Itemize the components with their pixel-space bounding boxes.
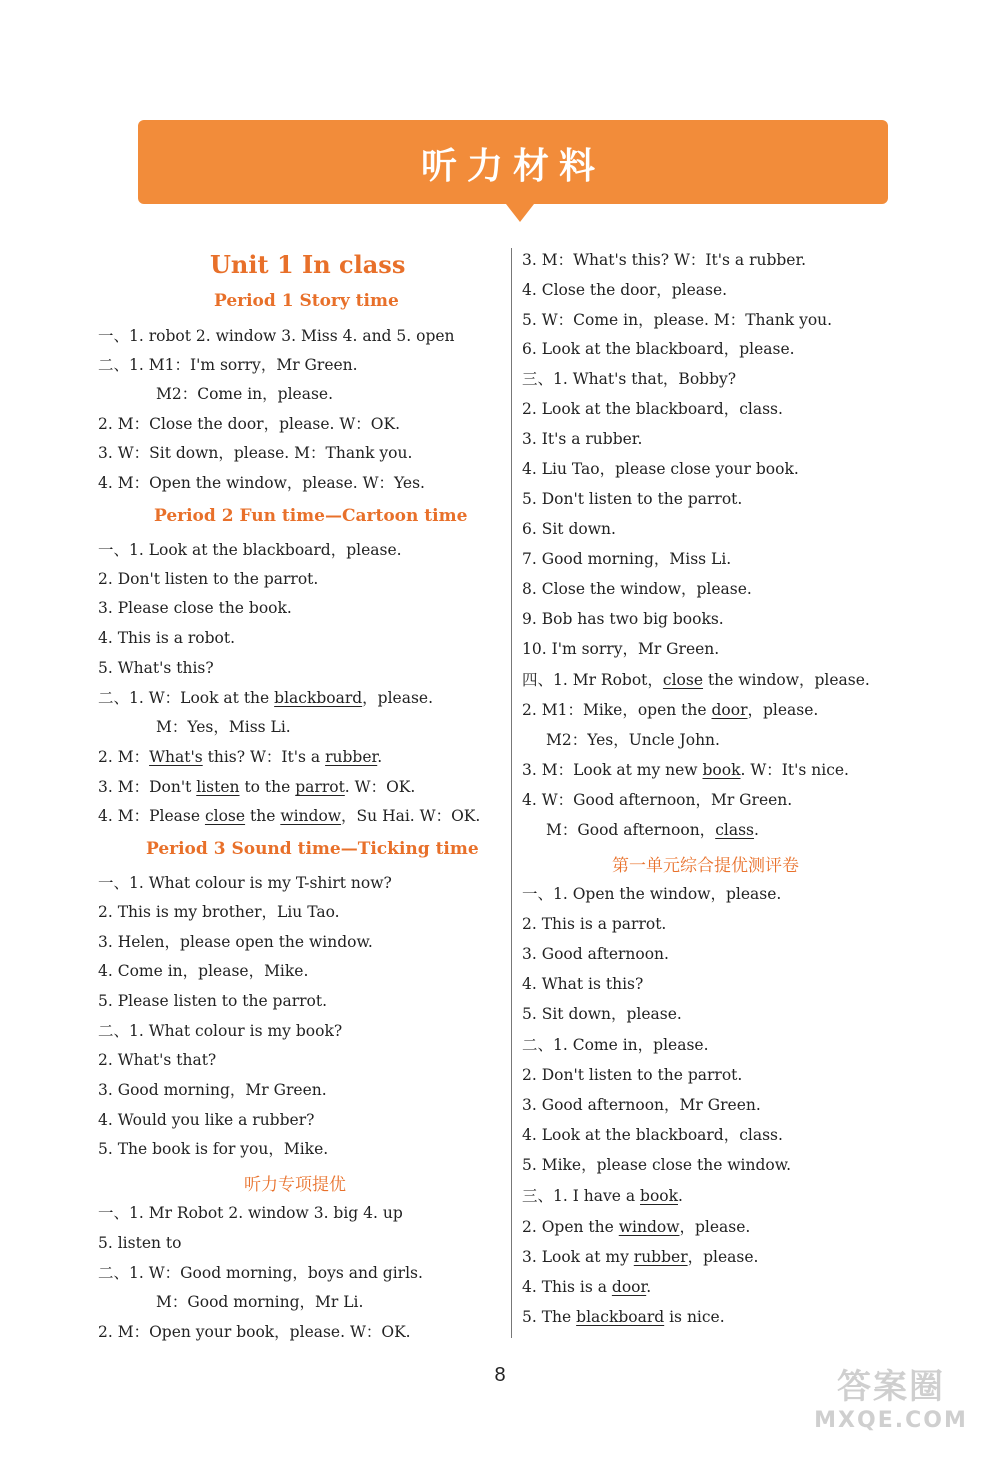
text-line: 3. Please close the book. [98, 599, 292, 617]
text-line: 3. M：Don't listen to the parrot. W：OK. [98, 778, 416, 796]
text-line: 3. Good afternoon. [522, 945, 669, 963]
text-line: 4. This is a door. [522, 1278, 652, 1296]
text-line: 二、1. Come in，please. [522, 1036, 709, 1054]
text-line: 4. Look at the blackboard，class. [522, 1126, 783, 1144]
text-line: 3. W：Sit down，please. M：Thank you. [98, 444, 413, 462]
period3-title: Period 3 Sound time—Ticking time [146, 839, 479, 859]
text-line: M2：Come in，please. [156, 385, 334, 403]
text-line: M2：Yes，Uncle John. [546, 731, 720, 749]
text-line: 5. Don't listen to the parrot. [522, 490, 743, 508]
page-number: 8 [494, 1364, 506, 1386]
text-line: 5. listen to [98, 1234, 182, 1252]
page-title: 听力材料 [420, 146, 605, 187]
text-line: 四、1. Mr Robot，close the window，please. [522, 671, 870, 689]
text-line: 2. Don't listen to the parrot. [98, 570, 319, 588]
text-line: 4. Close the door，please. [522, 281, 728, 299]
text-line: 2. Look at the blackboard，class. [522, 400, 783, 418]
text-line: 2. What's that? [98, 1051, 217, 1069]
text-line: 4. Liu Tao，please close your book. [522, 460, 799, 478]
text-line: 5. Please listen to the parrot. [98, 992, 328, 1010]
text-line: M：Good afternoon，class. [546, 821, 759, 839]
unit-test-title: 第一单元综合提优测评卷 [612, 856, 799, 876]
text-line: 6. Sit down. [522, 520, 616, 538]
text-line: 4. W：Good afternoon，Mr Green. [522, 791, 793, 809]
text-line: 一、1. Look at the blackboard，please. [98, 541, 402, 559]
text-line: M：Yes，Miss Li. [156, 718, 291, 736]
text-line: 4. M：Please close the window，Su Hai. W：OK. [98, 807, 481, 825]
text-line: 一、1. Open the window，please. [522, 885, 782, 903]
column-divider [511, 248, 512, 1338]
text-line: 5. What's this? [98, 659, 214, 677]
text-line: 二、1. What colour is my book? [98, 1022, 343, 1040]
text-line: 2. M：Close the door，please. W：OK. [98, 415, 401, 433]
title-banner [138, 120, 888, 204]
text-line: 2. This is my brother，Liu Tao. [98, 903, 340, 921]
watermark-logo [796, 1367, 986, 1447]
text-line: 2. M1：Mike，open the door，please. [522, 701, 819, 719]
text-line: 3. Helen，please open the window. [98, 933, 373, 951]
text-line: M：Good morning，Mr Li. [156, 1293, 364, 1311]
text-line: 5. Sit down，please. [522, 1005, 682, 1023]
text-line: 2. Don't listen to the parrot. [522, 1066, 743, 1084]
text-line: 2. This is a parrot. [522, 915, 667, 933]
special-practice-title: 听力专项提优 [244, 1175, 346, 1195]
text-line: 7. Good morning，Miss Li. [522, 550, 732, 568]
unit-title: Unit 1 In class [210, 250, 406, 279]
text-line: 一、1. robot 2. window 3. Miss 4. and 5. open [98, 327, 455, 345]
text-line: 5. The blackboard is nice. [522, 1308, 725, 1326]
text-line: 10. I'm sorry，Mr Green. [522, 640, 720, 658]
text-line: 一、1. What colour is my T-shirt now? [98, 874, 392, 892]
text-line: 2. Open the window，please. [522, 1218, 751, 1236]
text-line: 5. Mike，please close the window. [522, 1156, 792, 1174]
text-line: 4. Come in，please，Mike. [98, 962, 309, 980]
text-line: 4. What is this? [522, 975, 644, 993]
text-line: 3. Look at my rubber，please. [522, 1248, 759, 1266]
text-line: 6. Look at the blackboard，please. [522, 340, 795, 358]
watermark-text: 答案圈 [837, 1367, 945, 1407]
text-line: 4. M：Open the window，please. W：Yes. [98, 474, 425, 492]
text-line: 3. Good morning，Mr Green. [98, 1081, 327, 1099]
text-line: 3. Good afternoon，Mr Green. [522, 1096, 761, 1114]
text-line: 一、1. Mr Robot 2. window 3. big 4. up [98, 1204, 403, 1222]
text-line: 4. This is a robot. [98, 629, 236, 647]
text-line: 8. Close the window，please. [522, 580, 752, 598]
text-line: 二、1. W：Look at the blackboard，please. [98, 689, 434, 707]
text-line: 3. It's a rubber. [522, 430, 643, 448]
text-line: 4. Would you like a rubber? [98, 1111, 315, 1129]
text-line: 3. M：What's this? W：It's a rubber. [522, 251, 807, 269]
text-line: 9. Bob has two big books. [522, 610, 724, 628]
text-line: 三、1. I have a book. [522, 1187, 683, 1205]
period2-title: Period 2 Fun time—Cartoon time [154, 506, 468, 526]
watermark-url: MXQE.COM [814, 1408, 968, 1433]
text-line: 二、1. M1：I'm sorry，Mr Green. [98, 356, 358, 374]
text-line: 二、1. W：Good morning，boys and girls. [98, 1264, 423, 1282]
text-line: 2. M：What's this? W：It's a rubber. [98, 748, 383, 766]
period1-title: Period 1 Story time [214, 291, 399, 311]
text-line: 5. The book is for you，Mike. [98, 1140, 329, 1158]
text-line: 2. M：Open your book，please. W：OK. [98, 1323, 411, 1341]
text-line: 5. W：Come in，please. M：Thank you. [522, 311, 833, 329]
text-line: 3. M：Look at my new book. W：It's nice. [522, 761, 849, 779]
text-line: 三、1. What's that，Bobby? [522, 370, 737, 388]
